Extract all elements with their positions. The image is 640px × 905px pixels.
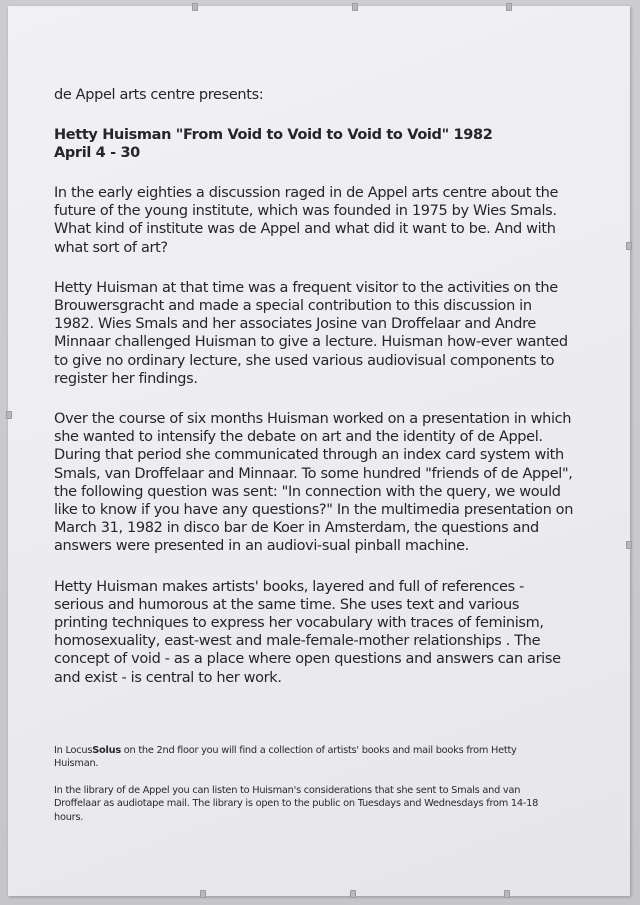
pin-top-left (192, 3, 198, 11)
footnote-library: In the library of de Appel you can listen to Huisman's considerations that she sent to Smals and van Droffelaar as audiotape mail. The library is open to the public on Tuesdays and Wednesdays from 14-18 hours. (54, 784, 539, 823)
exhibition-dates: April 4 - 30 (54, 145, 140, 161)
paragraph-1: In the early eighties a discussion raged in de Appel arts centre about the future of the young institute, which was founded in 1975 by Wies Smals. What kind of institute was de Appel and what did it want to be. And with what sort of art? (54, 185, 559, 256)
footnote-locus-solus (54, 744, 554, 771)
poster-main-text (54, 86, 574, 709)
exhibition-title: Hetty Huisman "From Void to Void to Void to Void" 1982 (54, 127, 493, 143)
pin-bottom-center (350, 890, 356, 898)
footnote-prefix: In Locus (54, 745, 93, 756)
pin-right-lower (626, 541, 632, 549)
presenter-line: de Appel arts centre presents: (54, 87, 264, 103)
paragraph-3: Over the course of six months Huisman worked on a presentation in which she wanted to intensify the debate on art and the identity of de Appel. During that period she communicated through an index card system with Smals, van Droffelaar and Minnaar. To some hundred "friends of de Appel", the following question was sent: "In connection with the query, we would like to know if you have any questions?" In the multimedia presentation on March 31, 1982 in disco bar de Koer in Amsterdam, the questions and answers were presented in an audiovi-sual pinball machine. (54, 411, 574, 555)
pin-top-center (352, 3, 358, 11)
footnote-bold-solus: Solus (92, 745, 121, 756)
pin-top-right (506, 3, 512, 11)
pin-right-upper (626, 242, 632, 250)
pin-bottom-right (504, 890, 510, 898)
paragraph-4: Hetty Huisman makes artists' books, layered and full of references - serious and humorous at the same time. She uses text and various printing techniques to express her vocabulary with traces of feminism, homosexuality, east-west and male-female-mother relationships . The concept of void - as a place where open questions and answers can arise and exist - is central to her work. (54, 578, 561, 686)
poster-footnotes (54, 744, 554, 837)
paragraph-2: Hetty Huisman at that time was a frequent visitor to the activities on the Brouwersgracht and made a special contribution to this discussion in 1982. Wies Smals and her associates Josine van Droffelaar and Andre Minnaar challenged Huisman to give a lecture. Huisman how-ever wanted to give no ordinary lecture, she used various audiovisual components to register her findings. (54, 279, 568, 387)
pin-bottom-left (200, 890, 206, 898)
pin-left-middle (6, 411, 12, 419)
footnote-rest: on the 2nd floor you will find a collection of artists' books and mail books from Hetty Huisman. (54, 745, 517, 770)
